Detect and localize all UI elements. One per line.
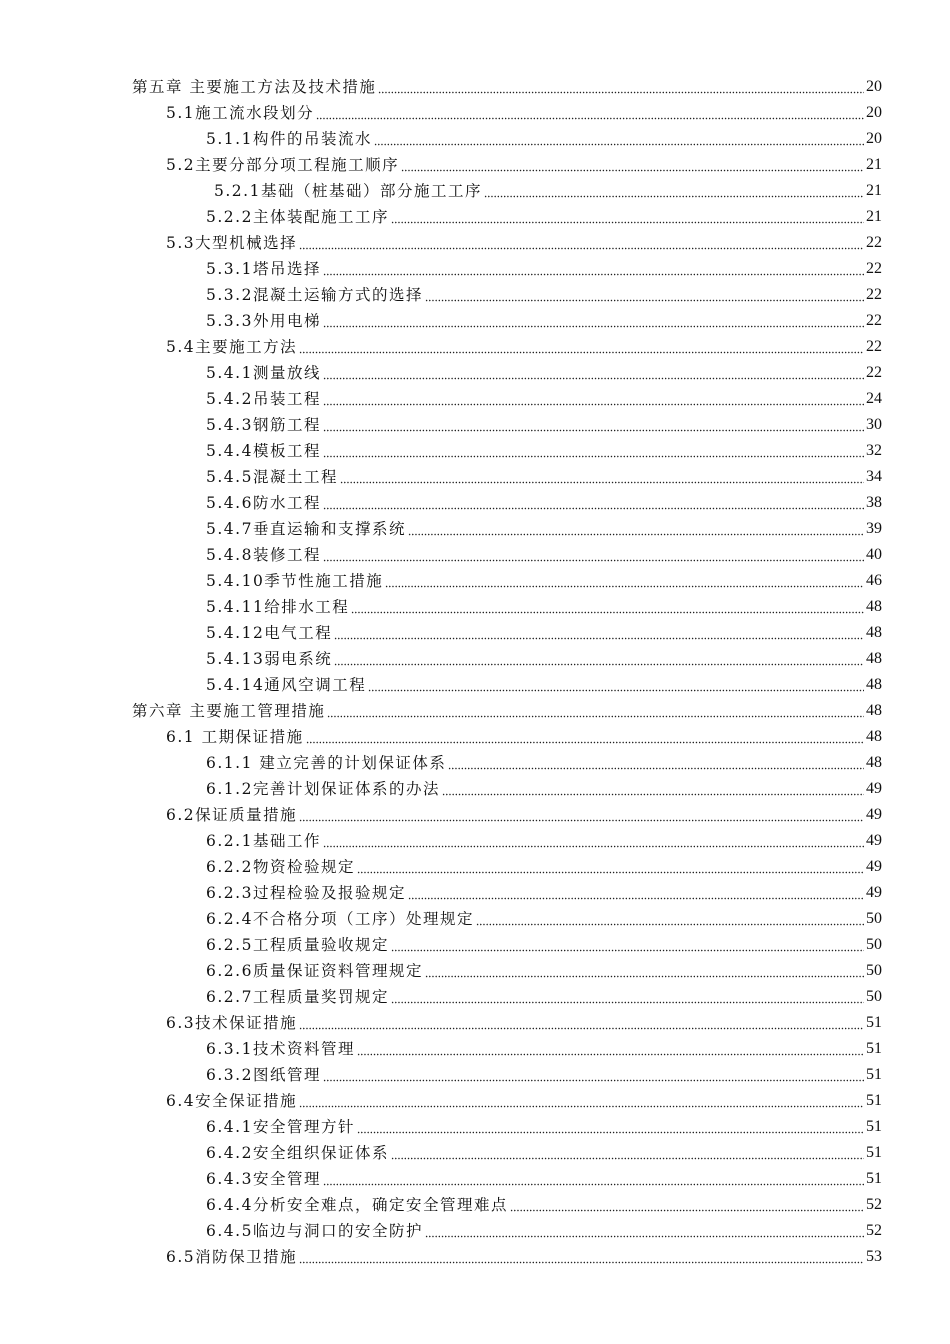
toc-section-row[interactable]: [0, 100, 950, 126]
toc-entry-title: 6.4.3安全管理: [206, 1170, 321, 1188]
toc-page-number: 51: [866, 1144, 882, 1161]
toc-leader-dots: [401, 152, 864, 178]
toc-entry-title: 6.4安全保证措施: [166, 1092, 298, 1110]
toc-leader-dots: [357, 1114, 864, 1140]
toc-leader-dots: [323, 360, 864, 386]
toc-entry-title: 5.2.2主体装配施工工序: [206, 208, 389, 226]
toc-entry-title: 5.1.1构件的吊装流水: [206, 130, 372, 148]
toc-entry-title: 5.2.1基础（桩基础）部分施工工序: [214, 182, 482, 200]
toc-chapter-row[interactable]: [0, 74, 950, 100]
toc-page-number: 20: [866, 78, 882, 95]
toc-leader-dots: [385, 568, 864, 594]
toc-entry-title: 5.4.4模板工程: [206, 442, 321, 460]
toc-page-number: 20: [866, 130, 882, 147]
toc-page-number: 50: [866, 936, 882, 953]
toc-subsection-row[interactable]: [0, 412, 950, 438]
toc-entry-title: 6.3技术保证措施: [166, 1014, 298, 1032]
toc-entry-title: 6.1.2完善计划保证体系的办法: [206, 780, 440, 798]
toc-entry-title: 5.4.2吊装工程: [206, 390, 321, 408]
toc-subsection-row[interactable]: [0, 594, 950, 620]
toc-leader-dots: [510, 1192, 864, 1218]
toc-entry-title: 5.1施工流水段划分: [166, 104, 315, 122]
toc-subsection-row[interactable]: [0, 1036, 950, 1062]
toc-entry-title: 5.4.5混凝土工程: [206, 468, 338, 486]
toc-subsection-row[interactable]: [0, 932, 950, 958]
toc-leader-dots: [316, 100, 864, 126]
toc-section-row[interactable]: [0, 230, 950, 256]
toc-subsection-row[interactable]: [0, 256, 950, 282]
toc-subsection-row[interactable]: [0, 620, 950, 646]
toc-entry-title: 6.4.1安全管理方针: [206, 1118, 355, 1136]
toc-section-row[interactable]: [0, 1010, 950, 1036]
toc-entry-title: 5.3大型机械选择: [166, 234, 298, 252]
toc-leader-dots: [442, 776, 864, 802]
toc-page-number: 21: [866, 182, 882, 199]
toc-entry-title: 6.4.2安全组织保证体系: [206, 1144, 389, 1162]
toc-page-number: 50: [866, 910, 882, 927]
toc-subsection-row[interactable]: [0, 542, 950, 568]
toc-leader-dots: [299, 1244, 864, 1270]
toc-subsection-row[interactable]: [0, 204, 950, 230]
toc-entry-title: 5.4.8装修工程: [206, 546, 321, 564]
toc-leader-dots: [299, 334, 864, 360]
toc-leader-dots: [323, 542, 864, 568]
toc-page-number: 49: [866, 858, 882, 875]
toc-leader-dots: [448, 750, 864, 776]
toc-entry-title: 6.1.1 建立完善的计划保证体系: [206, 754, 447, 772]
toc-subsection-row[interactable]: [0, 438, 950, 464]
toc-page-number: 46: [866, 572, 882, 589]
toc-page-number: 49: [866, 780, 882, 797]
toc-subsection-row[interactable]: [0, 1218, 950, 1244]
toc-section-row[interactable]: [0, 724, 950, 750]
toc-entry-title: 5.4主要施工方法: [166, 338, 298, 356]
toc-page-number: 51: [866, 1040, 882, 1057]
toc-leader-dots: [323, 828, 864, 854]
toc-subsection-row[interactable]: [0, 854, 950, 880]
toc-leader-dots: [323, 1062, 864, 1088]
toc-subsection-row[interactable]: [0, 1062, 950, 1088]
toc-page-number: 50: [866, 962, 882, 979]
toc-leader-dots: [391, 1140, 864, 1166]
toc-leader-dots: [476, 906, 864, 932]
toc-leader-dots: [425, 958, 864, 984]
toc-leader-dots: [408, 516, 864, 542]
toc-page-number: 48: [866, 676, 882, 693]
toc-page-number: 22: [866, 338, 882, 355]
toc-leader-dots: [323, 438, 864, 464]
toc-page-number: 21: [866, 156, 882, 173]
toc-leader-dots: [299, 230, 864, 256]
toc-section-row[interactable]: [0, 802, 950, 828]
toc-leader-dots: [340, 464, 864, 490]
toc-entry-title: 5.4.13弱电系统: [206, 650, 333, 668]
toc-leader-dots: [299, 802, 864, 828]
toc-subsection-row[interactable]: [0, 282, 950, 308]
toc-page-number: 22: [866, 286, 882, 303]
toc-entry-title: 6.2.4不合格分项（工序）处理规定: [206, 910, 474, 928]
toc-entry-title: 第五章 主要施工方法及技术措施: [132, 78, 377, 96]
toc-page-number: 52: [866, 1196, 882, 1213]
toc-page-number: 30: [866, 416, 882, 433]
toc-subsection-row[interactable]: [0, 1166, 950, 1192]
toc-entry-title: 6.2.6质量保证资料管理规定: [206, 962, 423, 980]
toc-leader-dots: [327, 698, 864, 724]
toc-subsection-row[interactable]: [0, 1140, 950, 1166]
toc-subsection-row[interactable]: [0, 490, 950, 516]
toc-page-number: 51: [866, 1066, 882, 1083]
toc-page-number: 49: [866, 832, 882, 849]
toc-entry-title: 5.3.3外用电梯: [206, 312, 321, 330]
toc-entry-title: 5.4.1测量放线: [206, 364, 321, 382]
toc-entry-title: 5.3.1塔吊选择: [206, 260, 321, 278]
toc-subsection-row[interactable]: [0, 906, 950, 932]
toc-subsection-row[interactable]: [0, 1192, 950, 1218]
toc-entry-title: 6.2.1基础工作: [206, 832, 321, 850]
toc-leader-dots: [323, 308, 864, 334]
toc-entry-title: 6.2.5工程质量验收规定: [206, 936, 389, 954]
toc-subsection-row[interactable]: [0, 828, 950, 854]
toc-page-number: 40: [866, 546, 882, 563]
toc-page-number: 53: [866, 1248, 882, 1265]
toc-page-number: 51: [866, 1014, 882, 1031]
toc-entry-title: 6.4.4分析安全难点，确定安全管理难点: [206, 1196, 508, 1214]
toc-subsection-row[interactable]: [0, 672, 950, 698]
toc-leader-dots: [323, 256, 864, 282]
toc-entry-title: 6.2.3过程检验及报验规定: [206, 884, 406, 902]
toc-leader-dots: [391, 204, 864, 230]
toc-leader-dots: [323, 386, 864, 412]
toc-page-number: 39: [866, 520, 882, 537]
toc-leader-dots: [374, 126, 864, 152]
toc-subsection-row[interactable]: [0, 646, 950, 672]
toc-subsection-row[interactable]: [0, 126, 950, 152]
toc-leader-dots: [357, 1036, 864, 1062]
toc-subsection-row[interactable]: [0, 464, 950, 490]
toc-page-number: 34: [866, 468, 882, 485]
toc-leader-dots: [391, 984, 864, 1010]
toc-entry-title: 5.3.2混凝土运输方式的选择: [206, 286, 423, 304]
toc-subsection-row[interactable]: [0, 178, 950, 204]
toc-page-number: 32: [866, 442, 882, 459]
toc-leader-dots: [323, 490, 864, 516]
toc-page-number: 50: [866, 988, 882, 1005]
toc-page-number: 24: [866, 390, 882, 407]
toc-subsection-row[interactable]: [0, 360, 950, 386]
toc-leader-dots: [334, 646, 864, 672]
toc-subsection-row[interactable]: [0, 1114, 950, 1140]
toc-subsection-row[interactable]: [0, 750, 950, 776]
toc-page-number: 22: [866, 234, 882, 251]
toc-subsection-row[interactable]: [0, 958, 950, 984]
toc-leader-dots: [425, 1218, 864, 1244]
toc-leader-dots: [368, 672, 864, 698]
toc-page-number: 22: [866, 364, 882, 381]
toc-entry-title: 6.4.5临边与洞口的安全防护: [206, 1222, 423, 1240]
toc-leader-dots: [425, 282, 864, 308]
toc-entry-title: 5.2主要分部分项工程施工顺序: [166, 156, 400, 174]
toc-page-number: 20: [866, 104, 882, 121]
toc-leader-dots: [378, 74, 864, 100]
toc-entry-title: 5.4.3钢筋工程: [206, 416, 321, 434]
toc-page-number: 48: [866, 728, 882, 745]
toc-leader-dots: [408, 880, 864, 906]
toc-subsection-row[interactable]: [0, 984, 950, 1010]
toc-entry-title: 5.4.6防水工程: [206, 494, 321, 512]
toc-entry-title: 6.2.7工程质量奖罚规定: [206, 988, 389, 1006]
toc-subsection-row[interactable]: [0, 386, 950, 412]
toc-page-number: 52: [866, 1222, 882, 1239]
toc-entry-title: 6.2保证质量措施: [166, 806, 298, 824]
toc-page-number: 38: [866, 494, 882, 511]
toc-page-number: 49: [866, 884, 882, 901]
toc-section-row[interactable]: [0, 152, 950, 178]
toc-entry-title: 5.4.10季节性施工措施: [206, 572, 384, 590]
toc-leader-dots: [323, 1166, 864, 1192]
toc-leader-dots: [351, 594, 864, 620]
toc-page-number: 51: [866, 1170, 882, 1187]
toc-page-number: 51: [866, 1118, 882, 1135]
toc-entry-title: 6.2.2物资检验规定: [206, 858, 355, 876]
toc-page-number: 48: [866, 650, 882, 667]
toc-subsection-row[interactable]: [0, 880, 950, 906]
toc-entry-title: 6.3.2图纸管理: [206, 1066, 321, 1084]
toc-section-row[interactable]: [0, 334, 950, 360]
toc-subsection-row[interactable]: [0, 308, 950, 334]
toc-leader-dots: [306, 724, 864, 750]
toc-leader-dots: [334, 620, 864, 646]
toc-entry-title: 5.4.11给排水工程: [206, 598, 350, 616]
toc-page-number: 22: [866, 312, 882, 329]
toc-entry-title: 5.4.14通风空调工程: [206, 676, 367, 694]
toc-page-number: 49: [866, 806, 882, 823]
toc-entry-title: 5.4.12电气工程: [206, 624, 333, 642]
toc-entry-title: 6.3.1技术资料管理: [206, 1040, 355, 1058]
toc-leader-dots: [484, 178, 864, 204]
toc-page-number: 22: [866, 260, 882, 277]
toc-leader-dots: [323, 412, 864, 438]
toc-page-number: 51: [866, 1092, 882, 1109]
toc-subsection-row[interactable]: [0, 568, 950, 594]
toc-leader-dots: [391, 932, 864, 958]
toc-subsection-row[interactable]: [0, 516, 950, 542]
toc-leader-dots: [357, 854, 864, 880]
toc-leader-dots: [299, 1010, 864, 1036]
toc-entry-title: 5.4.7垂直运输和支撑系统: [206, 520, 406, 538]
toc-entry-title: 6.1 工期保证措施: [166, 728, 304, 746]
toc-section-row[interactable]: [0, 1244, 950, 1270]
toc-subsection-row[interactable]: [0, 776, 950, 802]
toc-leader-dots: [299, 1088, 864, 1114]
toc-section-row[interactable]: [0, 1088, 950, 1114]
toc-page-number: 48: [866, 702, 882, 719]
toc-page-number: 48: [866, 598, 882, 615]
toc-page-number: 21: [866, 208, 882, 225]
toc-page-number: 48: [866, 754, 882, 771]
toc-chapter-row[interactable]: [0, 698, 950, 724]
toc-entry-title: 6.5消防保卫措施: [166, 1248, 298, 1266]
toc-page-number: 48: [866, 624, 882, 641]
toc-entry-title: 第六章 主要施工管理措施: [132, 702, 326, 720]
